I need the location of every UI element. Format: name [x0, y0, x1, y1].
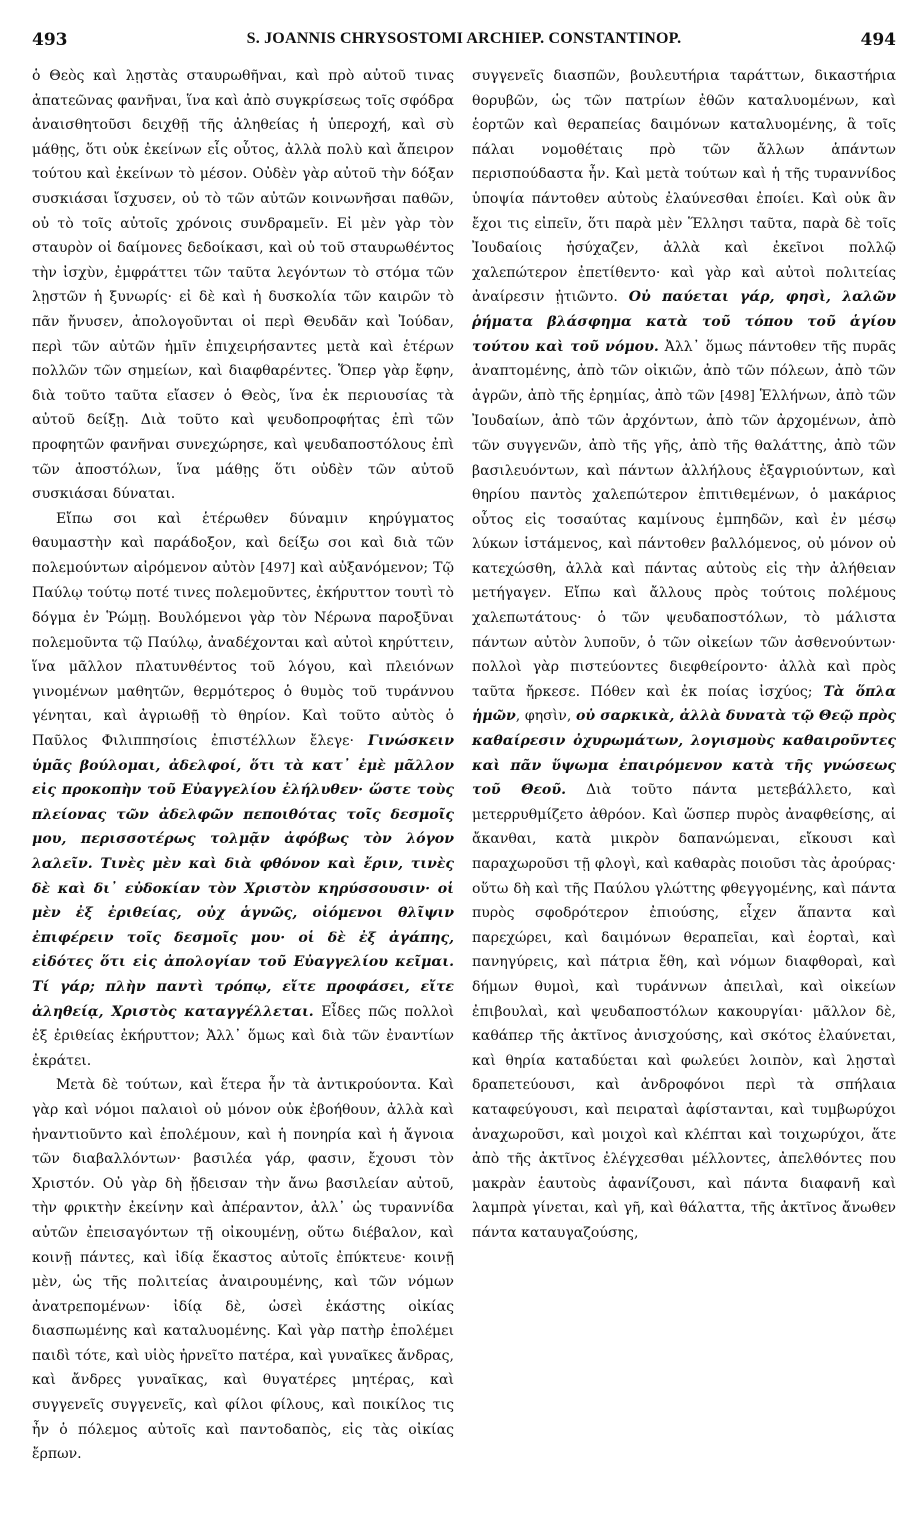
running-header — [30, 30, 898, 58]
paragraph-continued-text-c: Ἑλλήνων, ἀπὸ τῶν Ἰουδαίων, ἀπὸ τῶν ἀρχόντων, ἀπὸ τῶν ἀρχομένων, ἀπὸ τῶν συγγενῶν, ἀπὸ τῆς γῆς, ἀπὸ τῆς θαλάττης, ἀπὸ τῶν βασιλευόντων, καὶ πάντων ἀλλήλους ἐξαγριούντων, καὶ θηρίου παντὸς χαλεπώτερον ἐπιτιθεμένων, ὁ μακάριος οὗτος εἰς τοσαύτας καμίνους ἐμπηδῶν, καὶ ἐν μέσῳ λύκων ἱστάμενος, καὶ πάντοθεν βαλλόμενος, οὐ μόνον οὐ κατεχώσθη, ἀλλὰ καὶ πάντας αὐτοὺς εἰς τὴν ἀλήθειαν μετήγαγεν. Εἴπω καὶ ἄλλους πρὸς τούτοις πολέμους χαλεπωτάτους· ὁ τῶν ψευδαποστόλων, τὸ μάλιστα πάντων αὐτὸν λυποῦν, ὁ τῶν οἰκείων τῶν ἀσθενούντων· πολλοὶ γὰρ πιστεύοντες διεφθείροντο· ἀλλὰ καὶ πρὸς ταῦτα ἤρκεσε. Πόθεν καὶ ἐκ ποίας ἰσχύος; — [472, 387, 896, 700]
paragraph-2-text-c: Εἶδες πῶς πολλοὶ ἐξ ἐριθείας ἐκήρυττον; Ἀλλ᾽ ὅμως καὶ διὰ τῶν ἐναντίων ἐκράτει. — [32, 1003, 454, 1069]
page-reference-497: [497] — [260, 560, 296, 576]
paragraph-continued-text-a: συγγενεῖς διασπῶν, βουλευτήρια ταράττων, δικαστήρια θορυβῶν, ὡς τῶν πατρίων ἐθῶν καταλυομένων, καὶ ἑορτῶν καὶ θεραπείας δαιμόνων καταλυομένης, ἃ τοῖς πάλαι νομοθέταις πρὸ τῶν ἄλλων ἁπάντων περισπούδαστα ἦν. Καὶ μετὰ τούτων καὶ ἡ τῆς τυραννίδος ὑποψία πάντοθεν αὐτοὺς ἐλαύνεσθαι ἐποίει. Καὶ οὐκ ἂν ἔχοι τις εἰπεῖν, ὅτι παρὰ μὲν Ἕλλησι ταῦτα, παρὰ δὲ τοῖς Ἰουδαίοις ἡσύχαζεν, ἀλλὰ καὶ ἐκεῖνοι πολλῷ χαλεπώτερον ἐπετίθεντο· καὶ γὰρ καὶ αὐτοὶ πολιτείας ἀναίρεσιν ᾐτιῶντο. — [472, 68, 896, 306]
scripture-quote-acts: Οὐ παύεται γάρ, φησὶ, λαλῶν ῥήματα βλάσφημα κατὰ τοῦ τόπου τοῦ ἁγίου τούτου καὶ τοῦ νόμου. — [472, 289, 896, 355]
paragraph-1: ὁ Θεὸς καὶ λῃστὰς σταυρωθῆναι, καὶ πρὸ αὐτοῦ τινας ἀπατεῶνας φανῆναι, ἵνα καὶ ἀπὸ συγκρίσεως τοῖς σφόδρα ἀναισθητοῦσι δειχθῇ τῆς ἀληθείας ἡ ὑπεροχή, καὶ σὺ μάθῃς, ὅτι οὐκ ἐκείνων εἷς οὗτος, ἀλλὰ πολὺ καὶ ἄπειρον τούτου καὶ ἐκείνων τὸ μέσον. Οὐδὲν γὰρ αὐτοῦ τὴν δόξαν συσκιάσαι ἴσχυσεν, οὐ τὸ τῶν αὐτῶν κοινωνῆσαι παθῶν, οὐ τὸ τοῖς αὐτοῖς χρόνοις συνδραμεῖν. Εἰ μὲν γὰρ τὸν σταυρὸν οἱ δαίμονες δεδοίκασι, καὶ οὐ τοῦ σταυρωθέντος τὴν ἰσχὺν, ἐμφράττει τῶν ταῦτα λεγόντων τὸ στόμα τῶν λῃστῶν ἡ ξυνωρίς· εἰ δὲ καὶ ἡ δυσκολία τῶν καιρῶν τὸ πᾶν ἤνυσεν, ἀπολογοῦνται οἱ περὶ Θευδᾶν καὶ Ἰούδαν, περὶ τῶν αὐτῶν ἡμῖν ἐπιχειρήσαντες μετὰ καὶ ἑτέρων πολλῶν τῶν σημείων, καὶ διαφθαρέντες. Ὅπερ γὰρ ἔφην, διὰ τοῦτο ταῦτα εἴασεν ὁ Θεὸς, ἵνα ἐκ περιουσίας τὰ αὐτοῦ δείξῃ. Διὰ τοῦτο καὶ ψευδοπροφήτας ἐπὶ τῶν προφητῶν φανῆναι συνεχώρησε, καὶ ψευδαποστόλους ἐπὶ τῶν ἀποστόλων, ἵνα μάθῃς ὅτι οὐδὲν τῶν αὐτοῦ συσκιάσαι δύναται. — [32, 68, 454, 503]
right-column — [472, 64, 896, 1246]
paragraph-continued — [472, 64, 896, 1246]
scripture-quote-philippians: Γινώσκειν ὑμᾶς βούλομαι, ἀδελφοί, ὅτι τὰ κατ᾽ ἐμὲ μᾶλλον εἰς προκοπὴν τοῦ Εὐαγγελίου ἐλήλυθεν· ὥστε τοὺς πλείονας τῶν ἀδελφῶν πεποιθότας τοῖς δεσμοῖς μου, περισσοτέρως τολμᾷν ἀφόβως τὸν λόγον λαλεῖν. Τινὲς μὲν καὶ διὰ φθόνον καὶ ἔριν, τινὲς δὲ καὶ δι᾽ εὐδοκίαν τὸν Χριστὸν κηρύσσουσιν· οἱ μὲν ἐξ ἐριθείας, οὐχ ἁγνῶς, οἰόμενοι θλῖψιν ἐπιφέρειν τοῖς δεσμοῖς μου· οἱ δὲ ἐξ ἀγάπης, εἰδότες ὅτι εἰς ἀπολογίαν τοῦ Εὐαγγελίου κεῖμαι. Τί γάρ; πλὴν παντὶ τρόπῳ, εἴτε προφάσει, εἴτε ἀληθείᾳ, Χριστὸς καταγγέλλεται. — [32, 733, 454, 1020]
paragraph-2-text-a: Εἴπω σοι καὶ ἑτέρωθεν δύναμιν κηρύγματος θαυμαστὴν καὶ παράδοξον, καὶ δείξω σοι καὶ διὰ τῶν πολεμούντων αἰρόμενον αὐτὸν — [32, 510, 454, 576]
paragraph-continued-text-e: Διὰ τοῦτο πάντα μετεβάλλετο, καὶ μετερρυθμίζετο ἀθρόον. Καὶ ὥσπερ πυρὸς ἀναφθείσης, αἱ ἄκανθαι, κατὰ μικρὸν δαπανώμεναι, εἴκουσι καὶ παραχωροῦσι τῇ φλογὶ, καὶ καθαρὰς ποιοῦσι τὰς ἀρούρας· οὕτω δὴ καὶ τῆς Παύλου γλώττης φθεγγομένης, καὶ πάντα πυρὸς σφοδρότερον ἐπιούσης, εἶχεν ἅπαντα καὶ παρεχώρει, καὶ δαιμόνων θεραπεῖαι, καὶ ἑορταὶ, καὶ πανηγύρεις, καὶ πάτρια ἔθη, καὶ νόμων διαφθοραὶ, καὶ δήμων θυμοὶ, καὶ τυράννων ἀπειλαὶ, καὶ οἰκείων ἐπιβουλαὶ, καὶ ψευδαποστόλων κακουργίαι· μᾶλλον δὲ, καθάπερ τῆς ἀκτῖνος ἀνισχούσης, καὶ σκότος ἐλαύνεται, καὶ θηρία καταδύεται καὶ φωλεύει λοιπὸν, καὶ λῃσταὶ δραπετεύουσι, καὶ ἀνδροφόνοι περὶ τὰ σπήλαια καταφεύγουσι, καὶ πειραταὶ ἀφίστανται, καὶ τυμβωρύχοι ἀναχωροῦσι, καὶ μοιχοὶ καὶ κλέπται καὶ τοιχωρύχοι, ἅτε ἀπὸ τῆς ἀκτῖνος ἐλέγχεσθαι μέλλοντες, ἀπελθόντες που μακρὰν ἑαυτοὺς ἀφανίζουσι, καὶ πάντα διαφανῆ καὶ λαμπρὰ γίνεται, καὶ γῆ, καὶ θάλαττα, τῆς ἀκτῖνος ἄνωθεν πάντα καταυγαζούσης, — [472, 782, 897, 1241]
paragraph-continued-text-b: Ἀλλ᾽ ὅμως πάντοθεν τῆς πυρᾶς ἀναπτομένης, ἀπὸ τῶν οἰκιῶν, ἀπὸ τῶν πόλεων, ἀπὸ τῶν ἀγρῶν, ἀπὸ τῆς ἐρημίας, ἀπὸ τῶν — [472, 338, 896, 404]
paragraph-2-text-b: καὶ αὐξανόμενον; Τῷ Παύλῳ τούτῳ ποτέ τινες πολεμοῦντες, ἐκήρυττον τουτὶ τὸ δόγμα ἐν Ῥώμῃ. Βουλόμενοι γὰρ τὸν Νέρωνα παροξῦναι πολεμοῦντα τῷ Παύλῳ, ἀναδέχονται καὶ αὐτοὶ κηρύττειν, ἵνα μᾶλλον πλατυνθέντος τοῦ λόγου, καὶ πλειόνων γινομένων μαθητῶν, θερμότερος ὁ θυμὸς τοῦ τυράννου γένηται, καὶ ἀγριωθῇ τὸ θηρίον. Καὶ τοῦτο αὐτὸς ὁ Παῦλος Φιλιππησίοις ἐπιστέλλων ἔλεγε· — [32, 559, 455, 750]
page-reference-498: [498] — [719, 388, 755, 404]
page-number-left: 493 — [32, 30, 68, 50]
scripture-quote-corinthians-b: οὐ σαρκικὰ, ἀλλὰ δυνατὰ τῷ Θεῷ πρὸς καθαίρεσιν ὀχυρωμάτων, λογισμοὺς καθαιροῦντες καὶ πᾶν ὕψωμα ἐπαιρόμενον κατὰ τῆς γνώσεως τοῦ Θεοῦ. — [472, 708, 896, 799]
paragraph-2 — [32, 507, 454, 1074]
scripture-quote-corinthians-a: Τὰ ὅπλα ἡμῶν — [472, 683, 897, 725]
left-column — [32, 64, 454, 1467]
paragraph-continued-text-d: , φησὶν, — [515, 708, 576, 725]
paragraph-3: Μετὰ δὲ τούτων, καὶ ἕτερα ἦν τὰ ἀντικρούοντα. Καὶ γὰρ καὶ νόμοι παλαιοὶ οὐ μόνον οὐκ ἐβοήθουν, ἀλλὰ καὶ ἠναντιοῦντο καὶ ἐπολέμουν, καὶ ἡ πονηρία καὶ ἡ ἄγνοια τῶν διαβαλλόντων· βασιλέα γάρ, φασιν, ἔχουσι τὸν Χριστόν. Οὐ γὰρ δὴ ᾔδεισαν τὴν ἄνω βασιλείαν αὐτοῦ, τὴν φρικτὴν ἐκείνην καὶ ἀπέραντον, ἀλλ᾽ ὡς τυραννίδα αὐτῶν ἐπεισαγόντων τῇ οἰκουμένῃ, οὕτω διέβαλον, καὶ κοινῇ πάντες, καὶ ἰδίᾳ ἕκαστος αὐτοῖς ἐπύκτευε· κοινῇ μὲν, ὡς τῆς πολιτείας ἀναιρουμένης, καὶ τῶν νόμων ἀνατρεπομένων· ἰδίᾳ δὲ, ὡσεὶ ἑκάστης οἰκίας διασπωμένης καὶ καταλυομένης. Καὶ γὰρ πατὴρ ἐπολέμει παιδὶ τότε, καὶ υἱὸς ἠρνεῖτο πατέρα, καὶ γυναῖκες ἄνδρας, καὶ ἄνδρες γυναῖκας, καὶ θυγατέρες μητέρας, καὶ συγγενεῖς συγγενεῖς, καὶ φίλοι φίλους, καὶ ποικίλος τις ἦν ὁ πόλεμος αὐτοῖς καὶ παντοδαπὸς, εἰς τὰς οἰκίας ἔρπων. — [32, 1077, 454, 1463]
running-title: S. JOANNIS CHRYSOSTOMI ARCHIEP. CONSTANTINOP. — [246, 30, 682, 47]
page-number-right: 494 — [860, 30, 896, 50]
